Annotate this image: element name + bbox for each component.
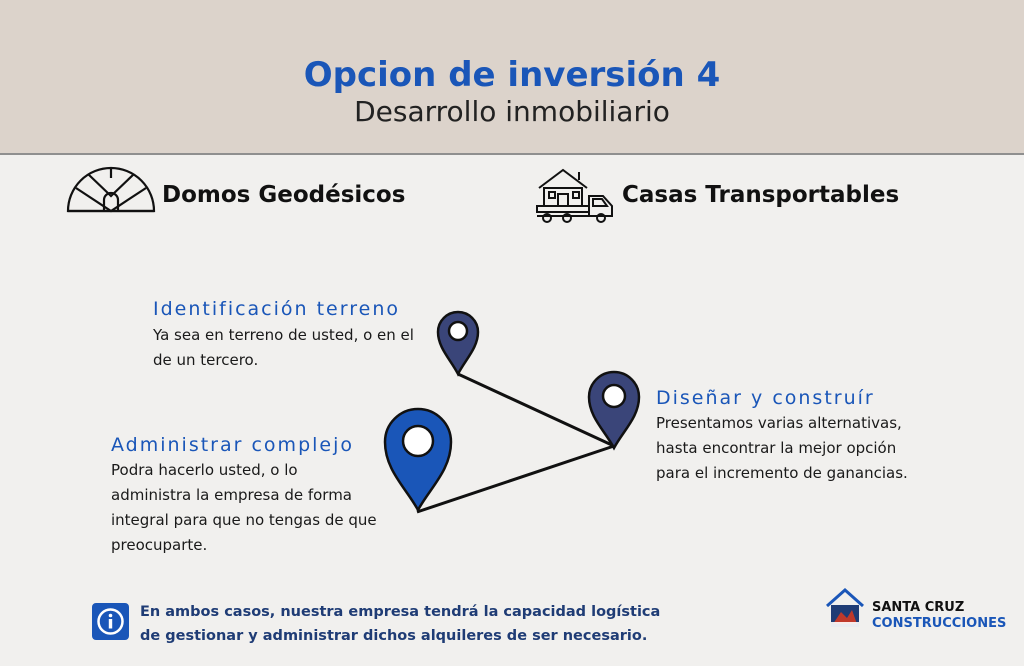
step-title-administrar: Administrar complejo bbox=[111, 434, 354, 456]
step-text-administrar bbox=[111, 458, 377, 558]
step-text-line: de un tercero. bbox=[153, 351, 259, 369]
info-badge bbox=[92, 603, 129, 640]
step-text-line: integral para que no tengas de que bbox=[111, 511, 377, 529]
step-title-disenar: Diseñar y construír bbox=[656, 387, 875, 409]
step-text-line: hasta encontrar la mejor opción bbox=[656, 439, 897, 457]
location-pin-icon bbox=[436, 308, 480, 378]
page-subtitle: Desarrollo inmobiliario bbox=[354, 95, 670, 128]
step-text-line: Presentamos varias alternativas, bbox=[656, 414, 902, 432]
page-title: Opcion de inversión 4 bbox=[303, 55, 721, 95]
info-note-line: En ambos casos, nuestra empresa tendrá la capacidad logística bbox=[140, 604, 661, 620]
step-text-identificacion bbox=[153, 323, 414, 373]
location-pin-icon bbox=[586, 368, 642, 452]
info-note-line: de gestionar y administrar dichos alquileres de ser necesario. bbox=[140, 628, 648, 644]
logo-text-construcciones: CONSTRUCCIONES bbox=[872, 616, 1007, 631]
step-title-identificacion: Identificación terreno bbox=[153, 298, 400, 320]
info-note bbox=[140, 600, 660, 648]
step-text-line: Podra hacerlo usted, o lo bbox=[111, 461, 298, 479]
step-text-disenar bbox=[656, 411, 908, 486]
location-pin-icon bbox=[382, 404, 454, 514]
category-label-casas: Casas Transportables bbox=[622, 182, 900, 208]
company-logo-mark bbox=[826, 588, 864, 630]
info-icon bbox=[92, 603, 129, 640]
step-text-line: preocuparte. bbox=[111, 536, 208, 554]
step-text-line: para el incremento de ganancias. bbox=[656, 464, 908, 482]
category-label-domos: Domos Geodésicos bbox=[162, 182, 406, 208]
step-text-line: administra la empresa de forma bbox=[111, 486, 353, 504]
step-text-line: Ya sea en terreno de usted, o en el bbox=[153, 326, 414, 344]
logo-text-santa-cruz: SANTA CRUZ bbox=[872, 600, 965, 615]
